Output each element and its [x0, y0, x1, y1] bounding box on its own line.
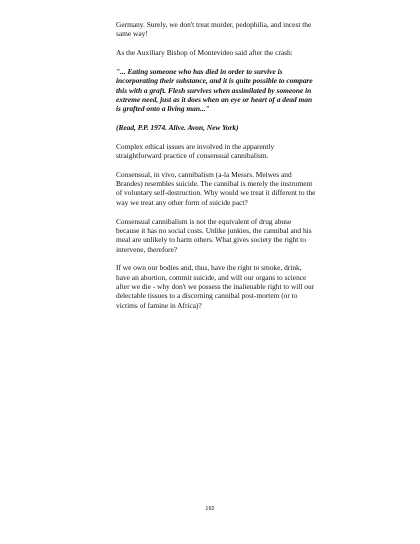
paragraph: As the Auxiliary Bishop of Montevideo said after the crash:	[116, 48, 293, 58]
paragraph: If we own our bodies and, thus, have the right to smoke, drink, have an abortion, commit suicide, and will our organs to science after we die - why don't we possess the inalienable right to will our delectable tissues to a discerning cannibal post-mortem (or to victims of famine in Africa)?	[116, 263, 315, 310]
body-text	[116, 20, 316, 319]
paragraph: Consensual cannibalism is not the equivalent of drug abuse because it has no social costs. Unlike junkies, the cannibal and his meal are unlikely to harm others. What gives society the right to intervene, therefore?	[116, 216, 312, 254]
citation: (Read, P.P. 1974. Alive. Avon, New York)	[116, 122, 239, 132]
paragraph: Germany. Surely, we don't treat murder, pedophilia, and incest the same way!	[116, 20, 312, 39]
paragraph: Complex ethical issues are involved in the apparently straightforward practice of consensual cannibalism.	[116, 141, 275, 160]
block-quote: "... Eating someone who has died in order to survive is incorporating their substance, and it is quite possible to compare this with a graft. Flesh survives when assimilated by someone in extreme need, just as it does when an eye or heart of a dead man is grafted onto a living man..."	[116, 66, 313, 114]
paragraph: Consensual, in vivo, cannibalism (a-la Messrs. Meiwes and Brandes) resembles suicide. The cannibal is merely the instrument of voluntary self-destruction. Why would we treat it different to the way we treat any other form of suicide pact?	[116, 169, 316, 207]
page-number: 192	[205, 506, 215, 512]
